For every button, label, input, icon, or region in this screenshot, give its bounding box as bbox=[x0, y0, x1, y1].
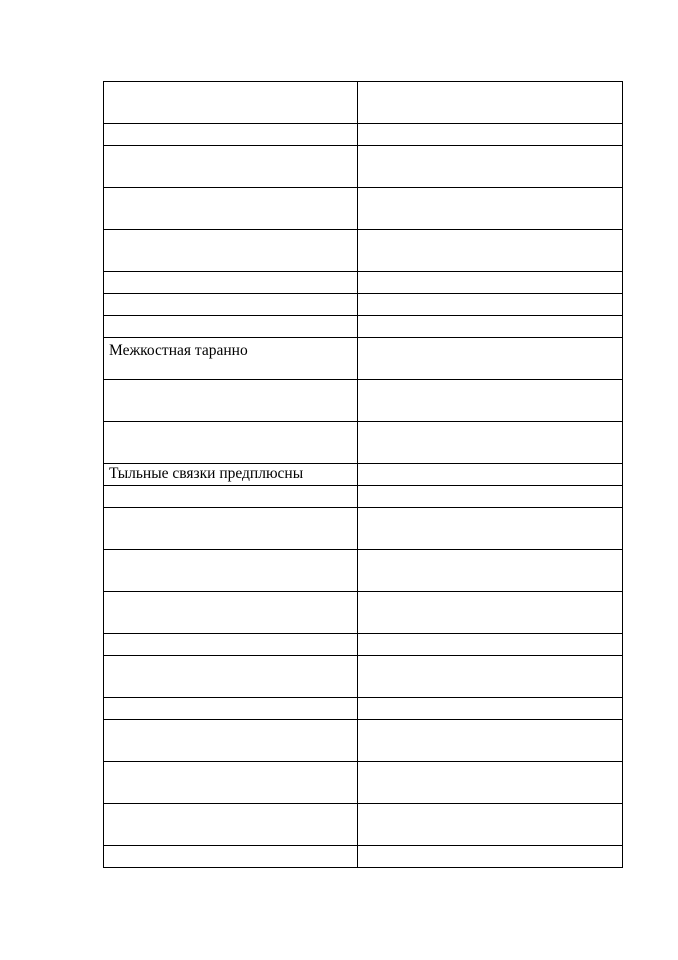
table-cell-right bbox=[358, 464, 623, 486]
table-cell-left bbox=[104, 294, 358, 316]
table-row bbox=[104, 230, 623, 272]
table-cell-left bbox=[104, 698, 358, 720]
table-cell-left bbox=[104, 634, 358, 656]
table-row bbox=[104, 294, 623, 316]
table-cell-right bbox=[358, 272, 623, 294]
table-cell-left: Межкостная таранно bbox=[104, 338, 358, 380]
table-cell-left bbox=[104, 508, 358, 550]
table-row bbox=[104, 592, 623, 634]
table-row bbox=[104, 82, 623, 124]
table-row bbox=[104, 698, 623, 720]
table-cell-right bbox=[358, 422, 623, 464]
table-cell-right bbox=[358, 188, 623, 230]
table-cell-left bbox=[104, 82, 358, 124]
table-cell-left bbox=[104, 422, 358, 464]
table-cell-right bbox=[358, 124, 623, 146]
table-cell-right bbox=[358, 846, 623, 868]
table-row bbox=[104, 804, 623, 846]
table-row bbox=[104, 550, 623, 592]
table-cell-right bbox=[358, 762, 623, 804]
table-cell-left bbox=[104, 230, 358, 272]
table-row bbox=[104, 508, 623, 550]
table-row bbox=[104, 464, 623, 486]
table-row bbox=[104, 422, 623, 464]
table-body bbox=[104, 82, 623, 868]
table-cell-right bbox=[358, 656, 623, 698]
table-row bbox=[104, 380, 623, 422]
table-cell-right bbox=[358, 698, 623, 720]
table-cell-right bbox=[358, 508, 623, 550]
table-row bbox=[104, 656, 623, 698]
table-cell-left bbox=[104, 550, 358, 592]
table-cell-left bbox=[104, 188, 358, 230]
table-cell-left bbox=[104, 720, 358, 762]
table-cell-left bbox=[104, 486, 358, 508]
table-cell-right bbox=[358, 804, 623, 846]
table-cell-left bbox=[104, 380, 358, 422]
table-row bbox=[104, 846, 623, 868]
table-cell-right bbox=[358, 146, 623, 188]
table-cell-right bbox=[358, 550, 623, 592]
table-cell-right bbox=[358, 380, 623, 422]
table-cell-left bbox=[104, 316, 358, 338]
table-row bbox=[104, 146, 623, 188]
table-cell-left bbox=[104, 762, 358, 804]
table-cell-right bbox=[358, 230, 623, 272]
table-cell-right bbox=[358, 316, 623, 338]
table-cell-left bbox=[104, 146, 358, 188]
table-row bbox=[104, 124, 623, 146]
table-row bbox=[104, 486, 623, 508]
table-cell-left bbox=[104, 592, 358, 634]
table-cell-right bbox=[358, 294, 623, 316]
table-cell-left bbox=[104, 656, 358, 698]
table-row bbox=[104, 188, 623, 230]
table-cell-right bbox=[358, 338, 623, 380]
ligaments-table bbox=[103, 81, 623, 868]
table-cell-right bbox=[358, 82, 623, 124]
table-row bbox=[104, 338, 623, 380]
table-cell-left bbox=[104, 846, 358, 868]
table-row bbox=[104, 316, 623, 338]
table-cell-right bbox=[358, 592, 623, 634]
table-cell-right bbox=[358, 634, 623, 656]
table-cell-left: Тыльные связки предплюсны bbox=[104, 464, 358, 486]
table-row bbox=[104, 634, 623, 656]
table-cell-left bbox=[104, 124, 358, 146]
table-cell-right bbox=[358, 486, 623, 508]
table-row bbox=[104, 720, 623, 762]
table-row bbox=[104, 272, 623, 294]
table-cell-left bbox=[104, 272, 358, 294]
table-cell-left bbox=[104, 804, 358, 846]
table-cell-right bbox=[358, 720, 623, 762]
table-row bbox=[104, 762, 623, 804]
